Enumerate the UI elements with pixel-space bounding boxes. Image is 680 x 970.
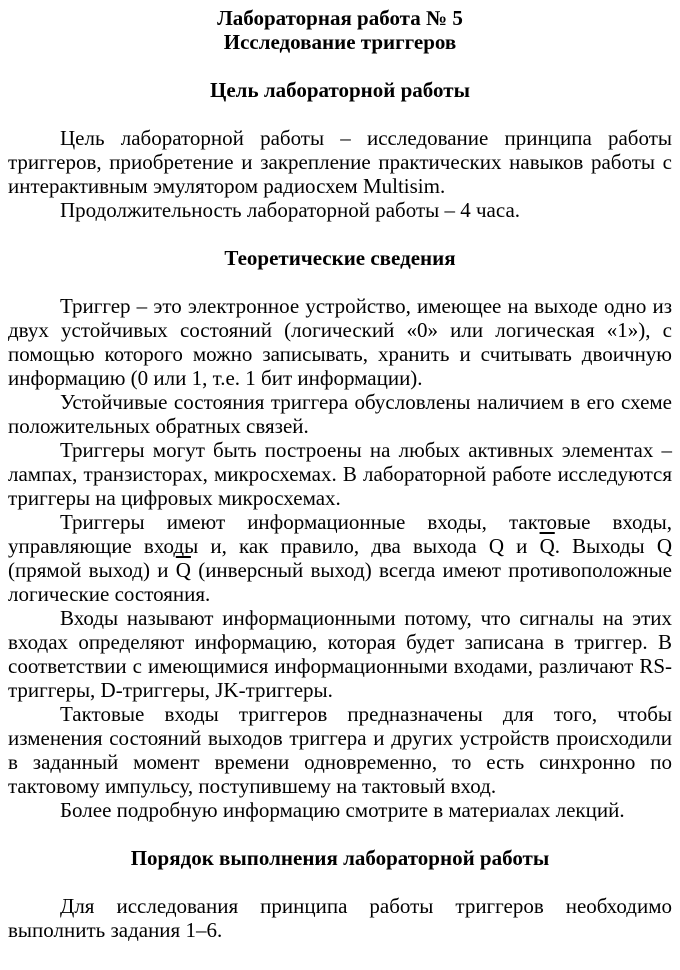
spacer [8,54,672,78]
goal-paragraph: Цель лабораторной работы – исследование принципа работы триггеров, приобретение и закрепление практических навыков работы с интерактивным эмулятором радиосхем Multisim. [8,126,672,198]
theory-paragraph-1: Триггер – это электронное устройство, имеющее на выходе одно из двух устойчивых состояний (логический «0» или логическая «1»), с помощью которого можно записывать, хранить и считывать двоичную информацию (0 или 1, т.е. 1 бит информации). [8,294,672,390]
spacer [8,222,672,246]
paragraph-text: . Выходы Q (прямой выход) и [8,534,673,582]
spacer [8,822,672,846]
document-title: Лабораторная работа № 5 [217,6,463,30]
theory-paragraph-4 [8,510,672,606]
theory-paragraph-3: Триггеры могут быть построены на любых активных элементах – лампах, транзисторах, микросхемах. В лабораторной работе исследуются триггеры на цифровых микросхемах. [8,438,672,510]
theory-paragraph-6: Тактовые входы триггеров предназначены для того, чтобы изменения состояний выходов триггера и других устройств происходили в заданный момент времени одновременно, то есть синхронно по тактовому импульсу, поступившему на тактовый вход. [8,702,672,798]
theory-heading: Теоретические сведения [224,246,456,270]
spacer [8,270,672,294]
theory-paragraph-2: Устойчивые состояния триггера обусловлены наличием в его схеме положительных обратных связей. [8,390,672,438]
q-bar-symbol: $\overline{Q}$ [539,534,555,558]
paragraph-text: Триггеры имеют информационные входы, тактовые входы, управляющие входы и, как правило, два выхода Q и [8,510,672,558]
goal-heading: Цель лабораторной работы [210,78,470,102]
theory-paragraph-7: Более подробную информацию смотрите в материалах лекций. [60,798,625,822]
spacer [8,102,672,126]
spacer [8,870,672,894]
duration-paragraph: Продолжительность лабораторной работы – 4 часа. [60,198,521,222]
document-page [8,6,672,942]
paragraph-text: (инверсный выход) всегда имеют противоположные логические состояния. [8,558,672,606]
theory-paragraph-5: Входы называют информационными потому, что сигналы на этих входах определяют информацию, которая будет записана в триггер. В соответствии с имеющимися информационными входами, различают RS-триггеры, D-триггеры, JK-триггеры. [8,606,672,702]
q-bar-symbol: $\overline{Q}$ [175,558,191,582]
procedure-heading: Порядок выполнения лабораторной работы [130,846,550,870]
document-subtitle: Исследование триггеров [223,30,457,54]
procedure-paragraph: Для исследования принципа работы триггеров необходимо выполнить задания 1–6. [8,894,672,942]
